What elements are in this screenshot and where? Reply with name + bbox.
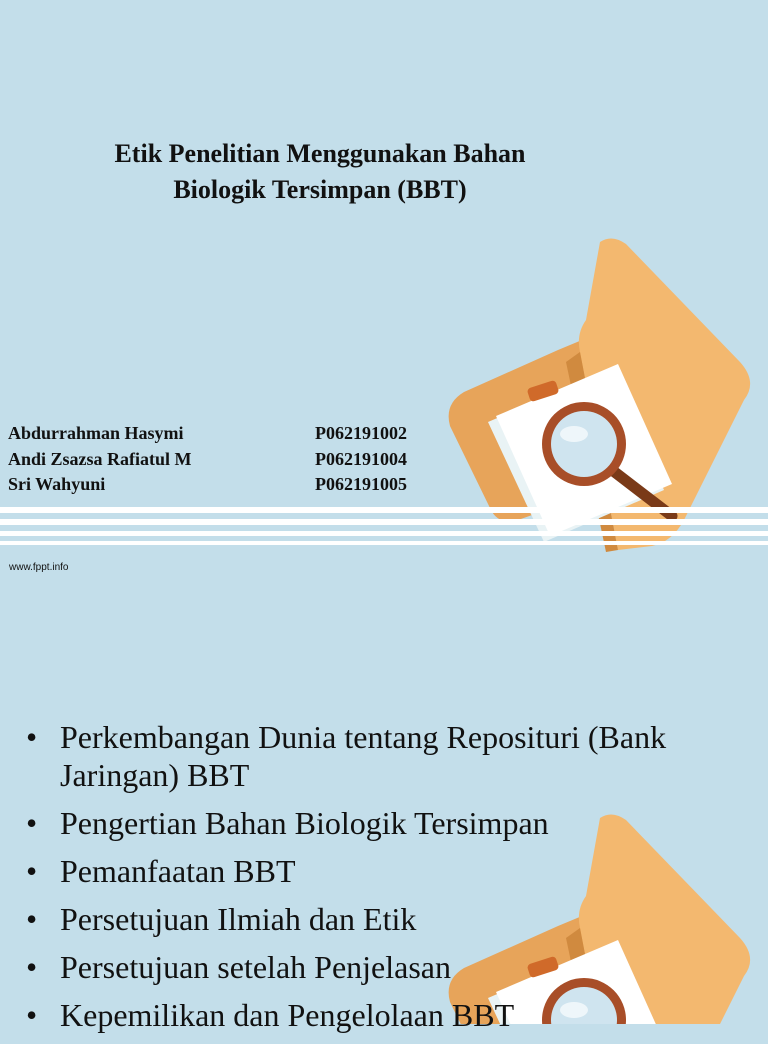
list-item bbox=[26, 804, 746, 842]
author-name: Abdurrahman Hasymi bbox=[8, 423, 184, 443]
bullet-dot: • bbox=[26, 997, 38, 1033]
author-row bbox=[8, 421, 468, 447]
author-id: P062191005 bbox=[315, 474, 407, 494]
bullet-text: Persetujuan Ilmiah dan Etik bbox=[60, 901, 417, 937]
list-item bbox=[26, 718, 746, 794]
decorative-stripes bbox=[0, 505, 768, 549]
slide-title-line-2: Biologik Tersimpan (BBT) bbox=[173, 175, 467, 204]
bullet-text: Persetujuan setelah Penjelasan bbox=[60, 949, 451, 985]
bullet-dot: • bbox=[26, 805, 38, 841]
list-item bbox=[26, 900, 746, 938]
bullet-text: Perkembangan Dunia tentang Reposituri (Bank Jaringan) BBT bbox=[60, 719, 667, 793]
footer-url: www.fppt.info bbox=[9, 562, 69, 573]
author-row bbox=[8, 447, 468, 473]
author-name: Andi Zsazsa Rafiatul M bbox=[8, 448, 192, 469]
slide-title bbox=[40, 136, 600, 208]
bullet-dot: • bbox=[26, 719, 38, 755]
slide-title-line-1: Etik Penelitian Menggunakan Bahan bbox=[114, 139, 526, 168]
bullet-text: Pemanfaatan BBT bbox=[60, 853, 296, 889]
bullet-text: Kepemilikan dan Pengelolaan BBT bbox=[60, 997, 515, 1033]
list-item bbox=[26, 948, 746, 986]
list-item bbox=[26, 852, 746, 890]
bullet-list bbox=[26, 718, 746, 1044]
author-row bbox=[8, 472, 468, 498]
author-id: P062191002 bbox=[315, 423, 407, 443]
author-name: Sri Wahyuni bbox=[8, 474, 106, 494]
bullet-dot: • bbox=[26, 853, 38, 889]
bullet-dot: • bbox=[26, 949, 38, 985]
bullet-dot: • bbox=[26, 901, 38, 937]
author-list bbox=[8, 421, 468, 498]
list-item bbox=[26, 996, 746, 1034]
author-id: P062191004 bbox=[315, 448, 407, 469]
bullet-text: Pengertian Bahan Biologik Tersimpan bbox=[60, 805, 549, 841]
